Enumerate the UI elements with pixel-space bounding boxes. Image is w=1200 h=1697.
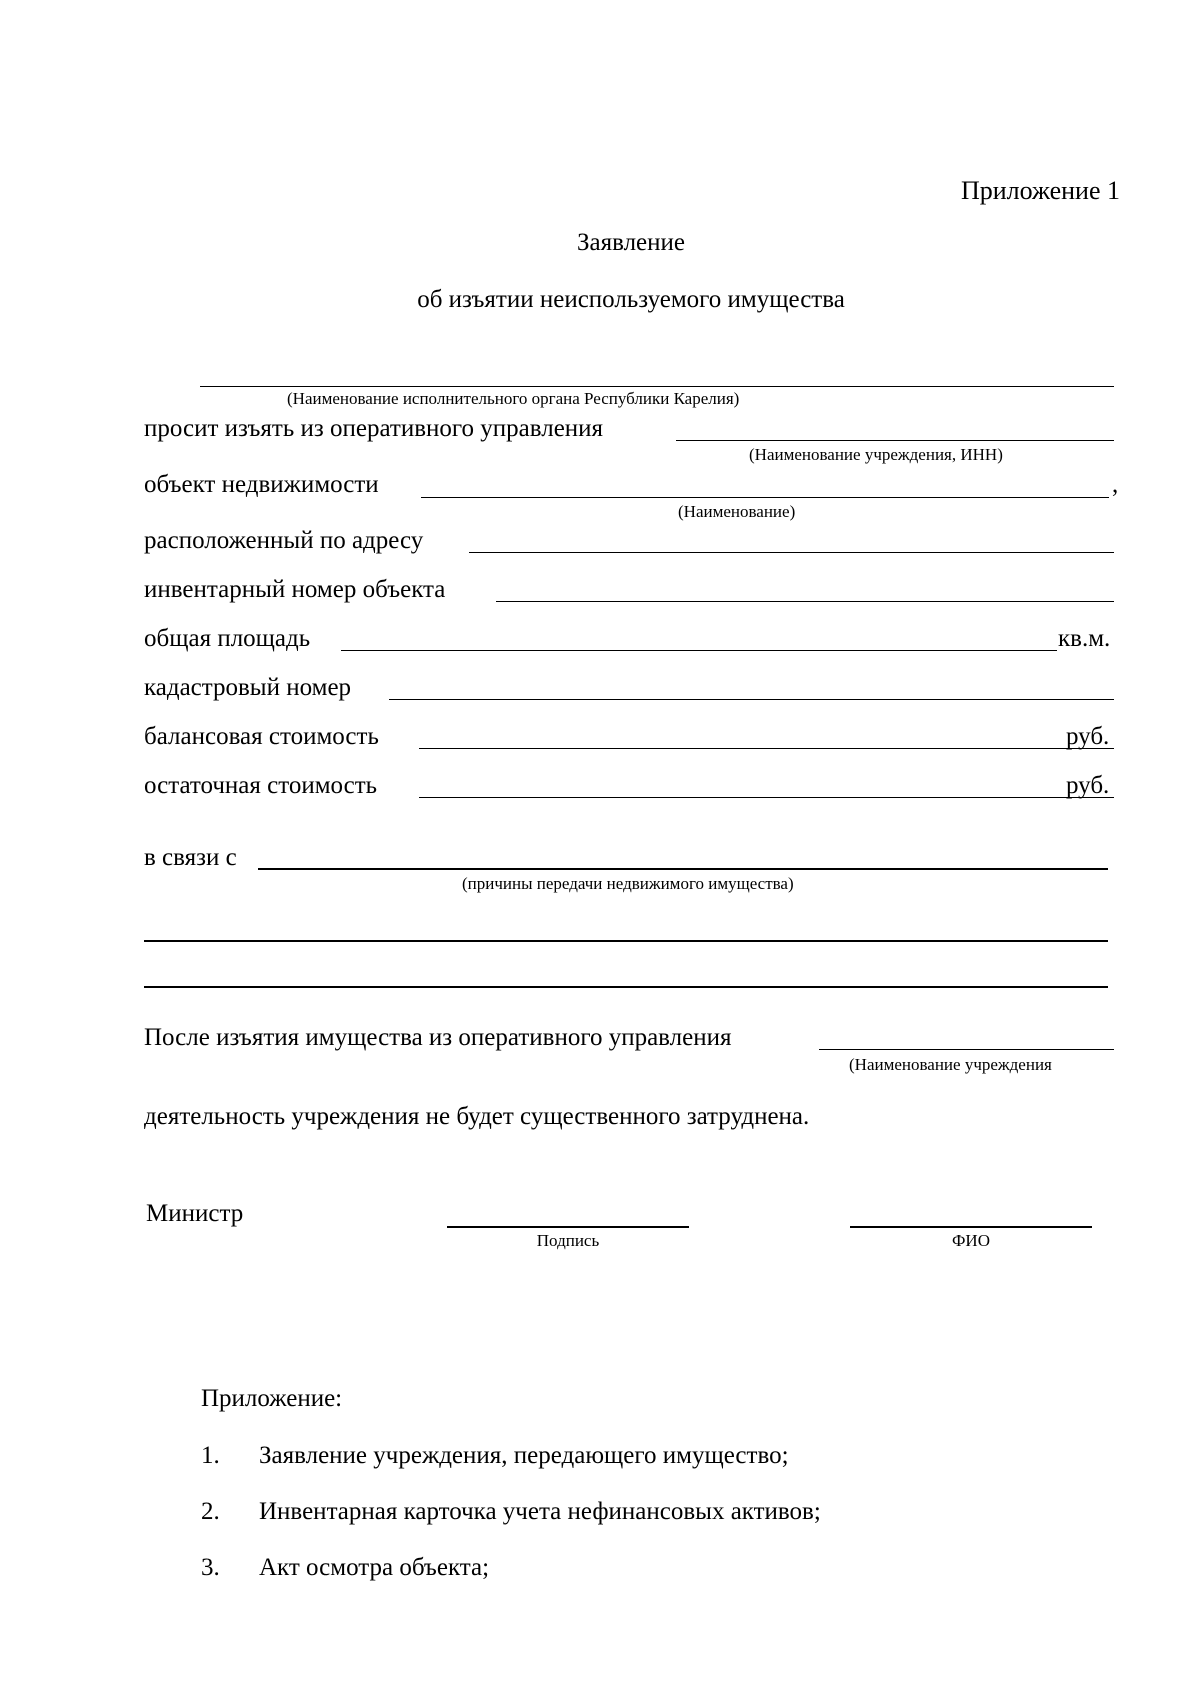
- residual-label: остаточная стоимость: [144, 772, 378, 799]
- name-caption: ФИО: [952, 1231, 990, 1250]
- area-field-line[interactable]: [341, 650, 1057, 651]
- area-unit: кв.м.: [1058, 625, 1111, 652]
- after-text: деятельность учреждения не будет существенного затруднена.: [144, 1103, 810, 1130]
- attachment-text: Заявление учреждения, передающего имущество;: [259, 1442, 789, 1469]
- document-title: Заявление: [576, 229, 686, 256]
- attachment-text: Акт осмотра объекта;: [259, 1554, 490, 1581]
- attachment-text: Инвентарная карточка учета нефинансовых активов;: [259, 1498, 821, 1525]
- reason-extra-line-1[interactable]: [144, 940, 1108, 942]
- name-field-line[interactable]: [850, 1226, 1092, 1228]
- attachment-number: 2.: [201, 1498, 220, 1525]
- request-label: просит изъять из оперативного управления: [144, 415, 604, 442]
- signatory-position: Министр: [146, 1200, 244, 1227]
- reason-extra-line-2[interactable]: [144, 986, 1108, 988]
- reason-label: в связи с: [144, 844, 237, 871]
- appendix-label: Приложение 1: [960, 176, 1120, 205]
- organ-field-line[interactable]: [200, 386, 1114, 387]
- residual-field-line[interactable]: [419, 797, 1114, 798]
- attachment-number: 1.: [201, 1442, 220, 1469]
- institution-field-line[interactable]: [676, 440, 1114, 441]
- area-label: общая площадь: [144, 625, 311, 652]
- object-caption: (Наименование): [678, 502, 796, 521]
- after-caption: (Наименование учреждения: [849, 1055, 1052, 1074]
- object-label: объект недвижимости: [144, 471, 379, 498]
- address-label: расположенный по адресу: [144, 527, 424, 554]
- organ-caption: (Наименование исполнительного органа Республики Карелия): [287, 389, 740, 408]
- after-institution-field-line[interactable]: [819, 1049, 1114, 1050]
- document-subtitle: об изъятии неиспользуемого имущества: [417, 286, 845, 313]
- signature-field-line[interactable]: [447, 1226, 689, 1228]
- attachments-heading: Приложение:: [201, 1385, 343, 1412]
- attachment-number: 3.: [201, 1554, 220, 1581]
- cadastral-label: кадастровый номер: [144, 674, 352, 701]
- balance-label: балансовая стоимость: [144, 723, 379, 750]
- address-field-line[interactable]: [469, 552, 1114, 553]
- signature-caption: Подпись: [536, 1231, 600, 1250]
- cadastral-field-line[interactable]: [389, 699, 1114, 700]
- balance-field-line[interactable]: [419, 748, 1114, 749]
- object-comma: ,: [1112, 471, 1119, 498]
- object-field-line[interactable]: [421, 497, 1109, 498]
- residual-unit: руб.: [1066, 772, 1110, 799]
- reason-caption: (причины передачи недвижимого имущества): [462, 874, 794, 893]
- balance-unit: руб.: [1066, 723, 1110, 750]
- after-label: После изъятия имущества из оперативного управления: [144, 1024, 732, 1051]
- reason-field-line[interactable]: [258, 868, 1108, 870]
- inventory-field-line[interactable]: [496, 601, 1114, 602]
- inventory-label: инвентарный номер объекта: [144, 576, 446, 603]
- institution-caption: (Наименование учреждения, ИНН): [749, 445, 1003, 464]
